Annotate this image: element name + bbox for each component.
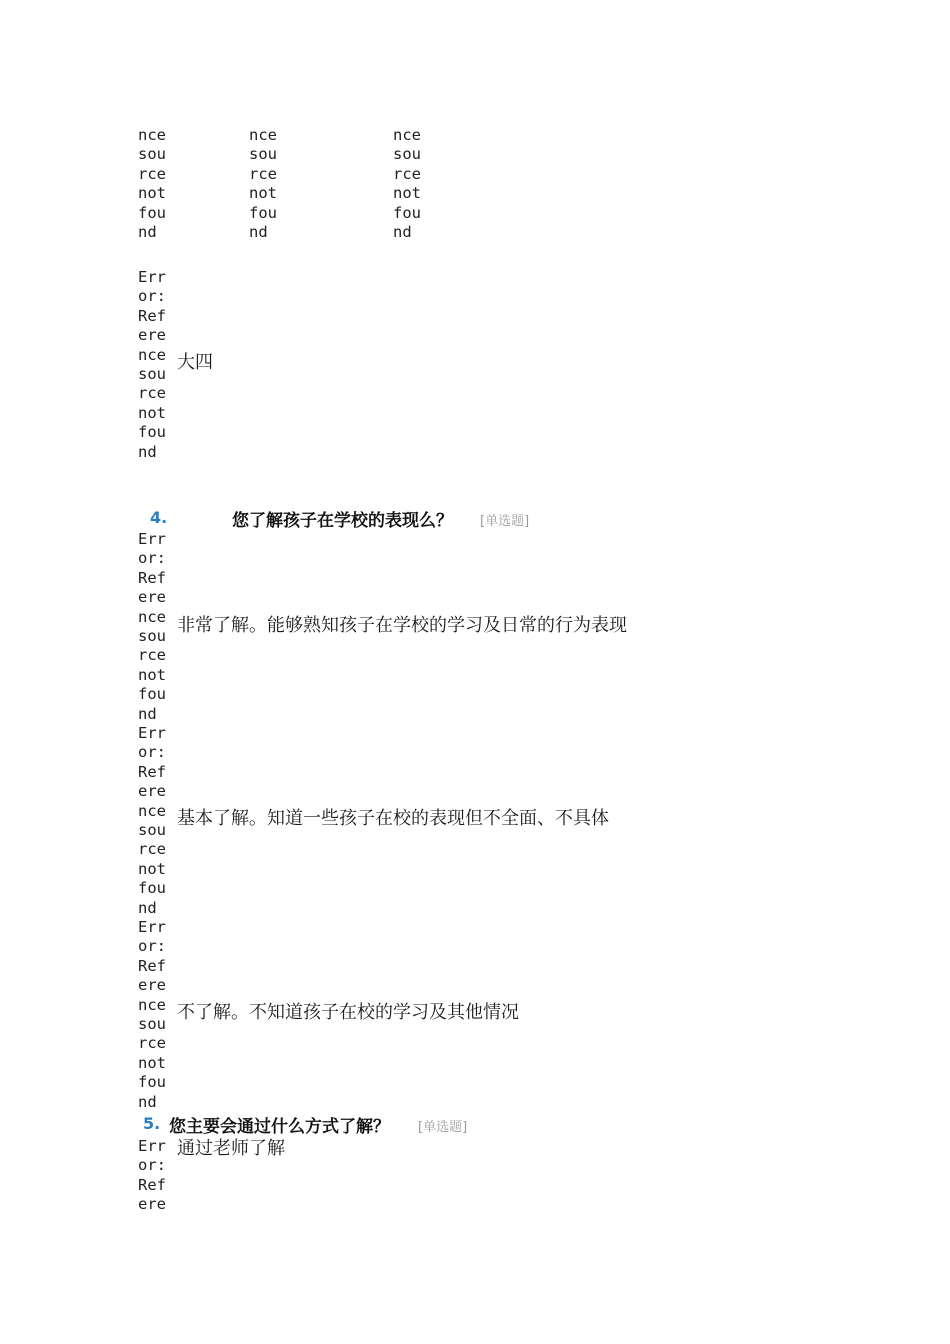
option-label[interactable]: 大四 [177,352,213,373]
error-reference-text: Err or: Ref ere nce sou rce not fou nd [138,918,166,1111]
option-label[interactable]: 基本了解。知道一些孩子在校的表现但不全面、不具体 [177,808,609,829]
error-reference-text: Err or: Ref ere nce sou rce not fou nd [138,530,166,723]
question-number: 5. [143,1114,161,1133]
option-label[interactable]: 非常了解。能够熟知孩子在学校的学习及日常的行为表现 [177,615,627,636]
question-text: 您了解孩子在学校的表现么？ [232,511,453,531]
error-reference-text: Err or: Ref ere [138,1137,166,1214]
question-5-heading [0,1112,950,1136]
option-label[interactable]: 通过老师了解 [177,1138,285,1159]
error-reference-text: Err or: Ref ere nce sou rce not fou nd [138,268,166,461]
question-text: 您主要会通过什么方式了解？ [169,1117,390,1137]
error-reference-text: nce sou rce not fou nd [138,126,166,242]
question-type-tag: [单选题] [480,514,530,529]
error-reference-text: nce sou rce not fou nd [393,126,421,242]
error-reference-text: Err or: Ref ere nce sou rce not fou nd [138,724,166,917]
question-4-heading [0,506,950,530]
question-number: 4. [150,508,168,527]
question-type-tag: [单选题] [418,1120,468,1135]
option-label[interactable]: 不了解。不知道孩子在校的学习及其他情况 [177,1002,519,1023]
error-reference-text: nce sou rce not fou nd [249,126,277,242]
